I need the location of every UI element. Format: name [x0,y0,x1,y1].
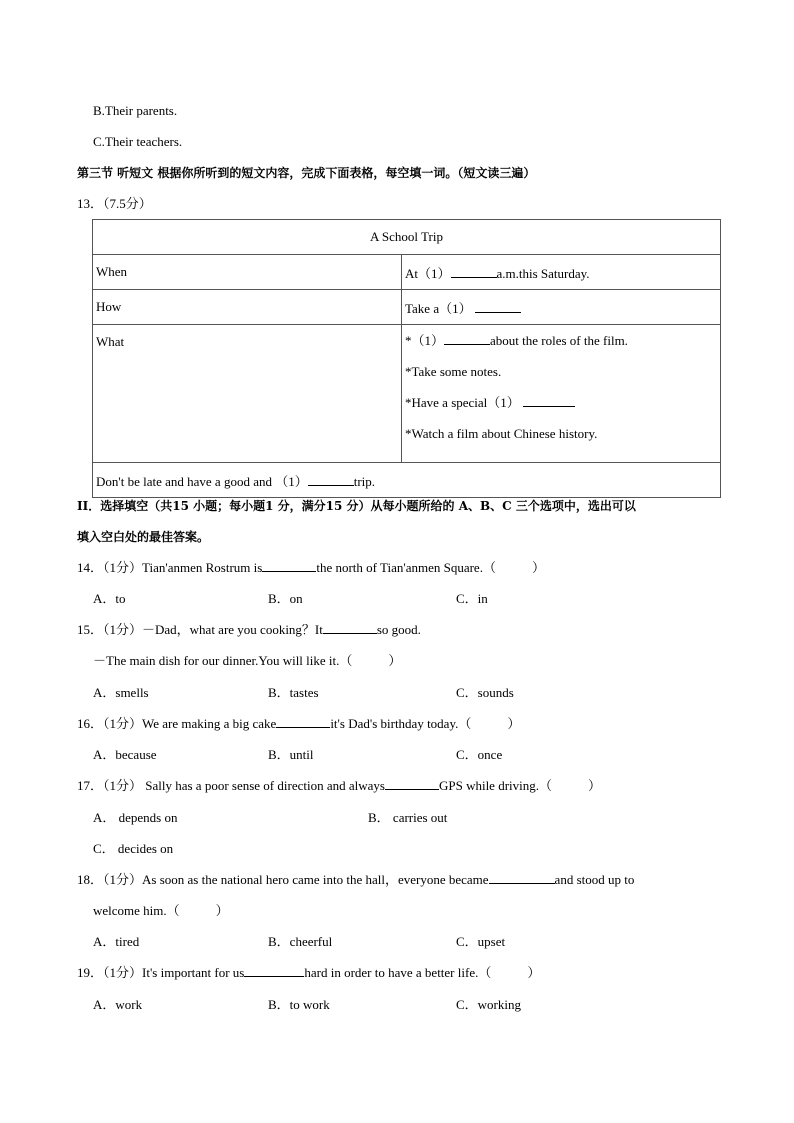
part2-heading-line2: 填入空白处的最佳答案。 [77,530,210,544]
q14-post: the north of Tian'anmen Square.（ [316,560,496,575]
q16-blank[interactable] [276,716,330,728]
q15-post: so good. [376,622,421,637]
q14-option-a[interactable]: A．to [93,591,126,606]
q15-line2-text: －The main dish for our dinner.You will like it.（ [93,653,353,668]
q15-option-a[interactable]: A．smells [93,685,149,700]
q14-option-b[interactable]: B．on [268,591,303,606]
q19-option-b[interactable]: B．to work [268,997,330,1012]
when-post: a.m.this Saturday. [496,265,590,281]
q16-option-a[interactable]: A．because [93,747,157,762]
q16-close: ） [507,716,521,731]
q17-blank[interactable] [385,778,439,790]
q18-option-c[interactable]: C．upset [456,934,506,949]
q17-close: ） [588,778,602,793]
q18-post: and stood up to [554,872,635,887]
q15-line2 [93,653,401,669]
what-1-post: about the roles of the film. [490,333,628,348]
prev-option-b: B.Their parents. [93,103,178,118]
q17-pre: 17．（1分） Sally has a poor sense of direction and always [77,778,385,793]
q16-option-c[interactable]: C．once [456,747,503,762]
q19-close: ） [527,965,541,980]
what-3-pre: *Have a special（1） [405,395,520,410]
how-blank[interactable] [475,301,521,313]
q18-close: ） [215,903,229,918]
table-when-value [402,255,721,290]
what-line-4: *Watch a film about Chinese history. [405,426,598,441]
q17-option-c[interactable]: C． decides on [93,841,174,856]
q15-close: ） [388,653,402,668]
footer-pre: Don't be late and have a good and （1） [96,473,308,489]
how-pre: Take a（1） [405,300,472,316]
q14-pre: 14．（1分）Tian'anmen Rostrum is [77,560,263,575]
q17-option-a[interactable]: A． depends on [93,810,178,825]
table-how-label: How [93,290,402,325]
q13-label: 13．（7.5分） [77,196,152,211]
what-1-blank[interactable] [444,333,490,345]
q18-line2-text: welcome him.（ [93,903,180,918]
q17-option-b[interactable]: B． carries out [368,810,448,825]
q16-stem [77,716,520,732]
q18-option-b[interactable]: B．cheerful [268,934,333,949]
q15-stem [77,622,421,638]
q15-option-c[interactable]: C．sounds [456,685,514,700]
what-line-1 [405,325,717,356]
q17-stem [77,778,601,794]
q15-pre: 15．（1分）－Dad，what are you cooking？It [77,622,323,637]
q15-blank[interactable] [323,622,377,634]
q16-pre: 16．（1分）We are making a big cake [77,716,277,731]
q18-option-a[interactable]: A．tired [93,934,140,949]
footer-post: trip. [353,473,376,489]
what-line-3 [405,387,717,418]
q19-stem [77,965,540,981]
q14-option-c[interactable]: C．in [456,591,488,606]
table-what-value [402,325,721,463]
q18-blank[interactable] [489,872,555,884]
q18-line2 [93,903,229,919]
when-pre: At（1） [405,265,451,281]
q14-stem [77,560,545,576]
q19-pre: 19．（1分）It's important for us [77,965,245,980]
table-footer [93,463,721,498]
what-3-blank[interactable] [523,395,575,407]
q15-option-b[interactable]: B．tastes [268,685,319,700]
q18-pre: 18．（1分）As soon as the national hero came into the hall，everyone became [77,872,489,887]
table-when-label: When [93,255,402,290]
q18-stem [77,872,719,888]
table-how-value [402,290,721,325]
q17-post: GPS while driving.（ [438,778,553,793]
what-1-pre: *（1） [405,333,445,348]
q19-option-a[interactable]: A．work [93,997,143,1012]
when-blank[interactable] [451,266,497,278]
q14-blank[interactable] [262,560,316,572]
table-title: A School Trip [93,220,721,255]
prev-option-c: C.Their teachers. [93,134,183,149]
school-trip-table [92,219,721,498]
section3-heading: 第三节 听短文 根据你所听到的短文内容，完成下面表格，每空填一词。（短文读三遍） [77,166,536,180]
q19-post: hard in order to have a better life.（ [304,965,492,980]
q14-close: ） [531,560,545,575]
q16-post: it's Dad's birthday today.（ [330,716,472,731]
q19-blank[interactable] [244,965,304,977]
what-line-2: *Take some notes. [405,364,502,379]
q16-option-b[interactable]: B．until [268,747,314,762]
q19-option-c[interactable]: C．working [456,997,522,1012]
part2-heading-line1: II．选择填空（共15 小题；每小题1 分，满分15 分）从每小题所给的 A、B、C 三个选项中，选出可以 [77,499,636,513]
footer-blank[interactable] [308,474,354,486]
table-what-label: What [93,325,402,463]
